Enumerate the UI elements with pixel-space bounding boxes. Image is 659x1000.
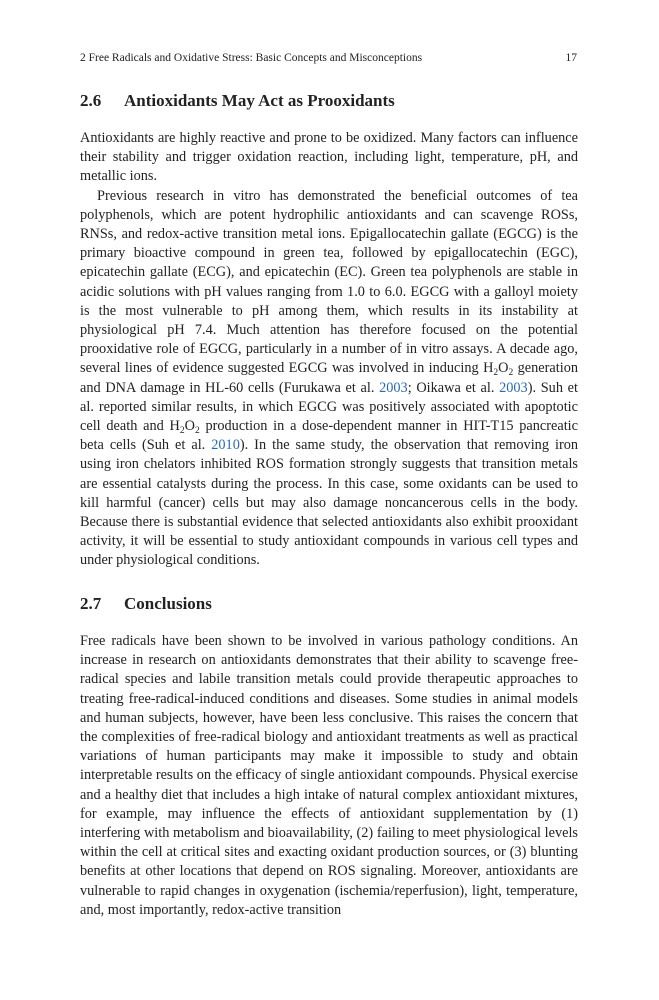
- section-heading-2-6: [80, 91, 395, 111]
- text-run: Previous research in vitro has demonstrated the beneficial outcomes of tea polyphenols, which are potent hydrophilic antioxidants and can scavenge ROSs, RNSs, and redox-active transition metal ions. Epigallocatechin gallate (EGCG) is the primary bioactive compound in green tea, followed by epigallocatechin (EGC), epicatechin gallate (ECG), and epicatechin (EC). Green tea polyphenols are stable in acidic solutions with pH values ranging from 1.0 to 6.0. EGCG with a galloyl moiety is the most vulnerable to pH among them, which results in its instability at physiological pH 7.4. Much attention has therefore focused on the potential prooxidative role of EGCG, particularly in a number of in vitro assays. A decade ago, several lines of evidence suggested EGCG was involved in inducing H: [80, 187, 578, 377]
- subscript: 2: [493, 368, 499, 379]
- running-header: [80, 52, 577, 68]
- citation-link[interactable]: 2010: [211, 437, 240, 454]
- section-heading-2-7: [80, 594, 212, 614]
- text-run: production in a dose-dependent manner in HIT-T15 pancreatic beta cells (Suh et al.: [80, 418, 578, 454]
- text-run: generation and DNA damage in HL-60 cells (Furukawa et al.: [80, 360, 578, 396]
- text-run: ). In the same study, the observation that removing iron using iron chelators inhibited ROS formation strongly suggests that transition metals are essential catalysts during the process. In this case, some oxidants can be used to kill harmful (cancer) cells but may also damage noncancerous cells in the body. Because there is substantial evidence that selected antioxidants also exhibit prooxidant activity, it will be essential to study antioxidant compounds in various cell types and under physiological conditions.: [80, 437, 579, 569]
- section-title: Antioxidants May Act as Prooxidants: [124, 91, 395, 110]
- citation-link[interactable]: 2003: [499, 379, 528, 396]
- text-run: O: [184, 418, 195, 435]
- page-number: 17: [565, 52, 577, 64]
- subscript: 2: [194, 426, 200, 437]
- citation-link[interactable]: 2003: [379, 379, 408, 396]
- section-title: Conclusions: [124, 594, 212, 613]
- paragraph: Antioxidants are highly reactive and prone to be oxidized. Many factors can influence their stability and trigger oxidation reaction, including light, temperature, pH, and metallic ions.: [80, 130, 578, 185]
- subscript: 2: [508, 368, 514, 379]
- section-2-6-body: [80, 129, 578, 571]
- subscript: 2: [179, 426, 185, 437]
- text-run: ; Oikawa et al.: [407, 379, 500, 396]
- text-run: O: [498, 360, 509, 377]
- paragraph: [80, 187, 578, 571]
- text-run: ). Suh et al. reported similar results, in which EGCG was positively associated with apoptotic cell death and H: [80, 379, 578, 435]
- chapter-title: 2 Free Radicals and Oxidative Stress: Basic Concepts and Misconceptions: [80, 52, 423, 64]
- section-2-7-body: [80, 632, 578, 920]
- paragraph: Free radicals have been shown to be involved in various pathology conditions. An increase in research on antioxidants demonstrates that their ability to scavenge free-radical species and labile transition metals could provide therapeutic approaches to treating free-radical-induced conditions and diseases. Some studies in animal models and human subjects, however, have been less conclusive. This raises the concern that the complexities of free-radical biology and antioxidant treatments as well as practical variations of human participants may make it impossible to study and obtain interpretable results on the efficacy of single antioxidant compounds. Physical exercise and a healthy diet that includes a high intake of natural complex antioxidant mixtures, for example, may influence the effects of antioxidant supplementation by (1) interfering with metabolism and bioavailability, (2) failing to meet physiological levels within the cell at critical sites and exacting oxidant production sources, or (3) blunting benefits at other locations that depend on ROS signaling. Moreover, antioxidants are vulnerable to rapid changes in oxygenation (ischemia/reperfusion), light, temperature, and, most importantly, redox-active transition: [80, 633, 578, 918]
- section-number: 2.7: [80, 594, 102, 613]
- section-number: 2.6: [80, 91, 102, 110]
